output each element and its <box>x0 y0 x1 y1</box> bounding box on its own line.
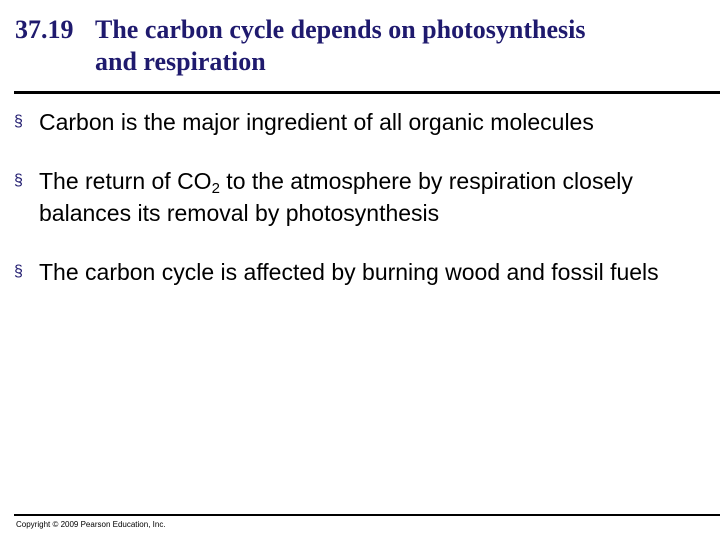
slide-title-line-2: and respiration <box>95 47 266 76</box>
copyright-notice: Copyright © 2009 Pearson Education, Inc. <box>16 520 166 529</box>
bullet-marker-icon: § <box>14 113 23 130</box>
bullet-marker-icon: § <box>14 263 23 280</box>
slide-title <box>15 14 715 78</box>
bullet-subscript: 2 <box>211 180 220 197</box>
bullet-text: Carbon is the major ingredient of all organic molecules <box>39 109 594 135</box>
bullet-text: The carbon cycle is affected by burning wood and fossil fuels <box>39 259 659 285</box>
slide-title-number: 37.19 <box>15 15 74 44</box>
slide-title-line-1: The carbon cycle depends on photosynthesis <box>95 15 586 44</box>
bullet-marker-icon: § <box>14 172 23 189</box>
title-divider <box>14 91 720 94</box>
bullet-item-co2-return <box>14 165 704 229</box>
bullet-text-before-subscript: The return of CO <box>39 168 212 194</box>
bullet-list <box>14 106 704 288</box>
footer-divider <box>14 514 720 516</box>
bullet-text-after-subscript: to the atmosphere by respiration closely balances its removal by photosynthesis <box>39 168 633 226</box>
bullet-item-carbon <box>14 106 704 138</box>
bullet-item-burning-fuels <box>14 256 704 288</box>
